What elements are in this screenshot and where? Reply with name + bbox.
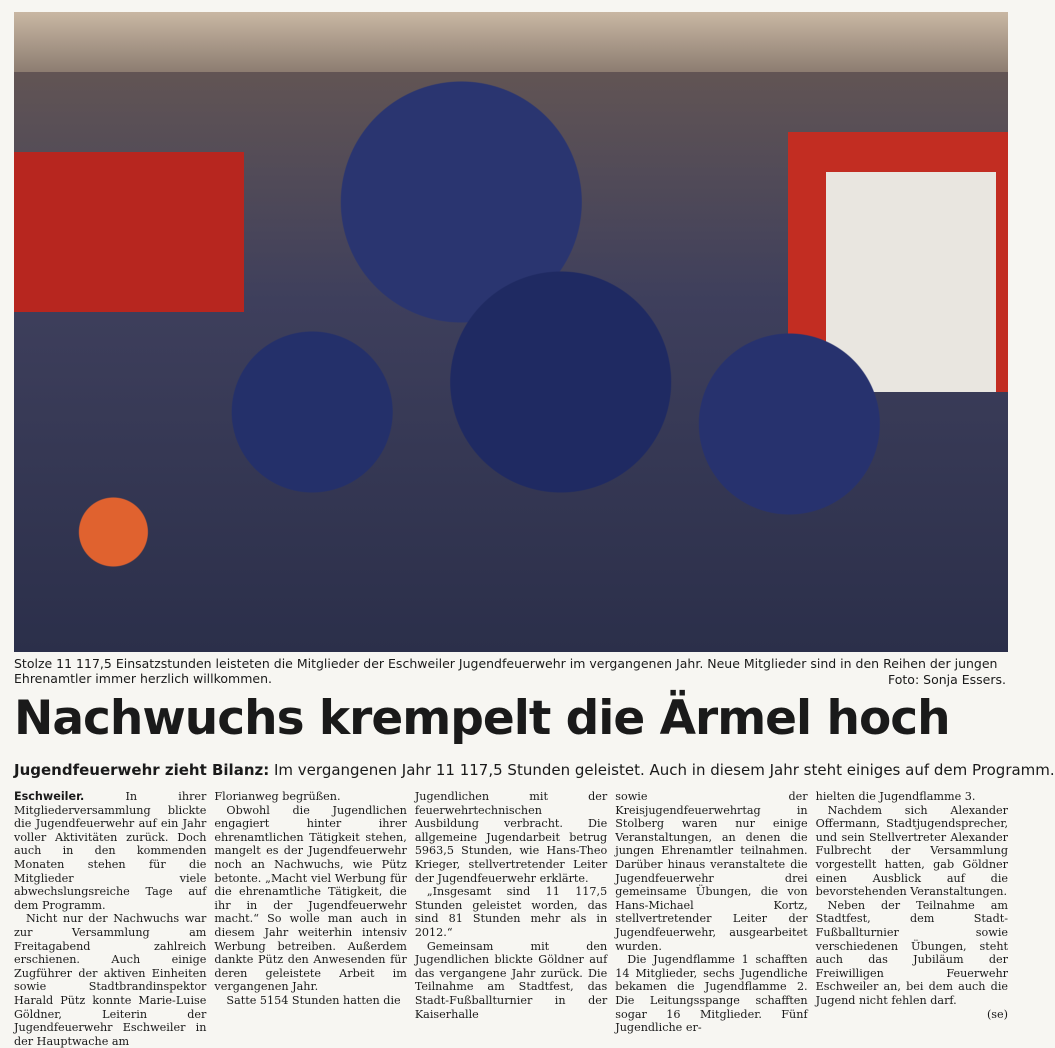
paragraph: hielten die Jugendflamme 3.	[815, 790, 976, 803]
photo-youth-group	[14, 52, 1008, 652]
article-column-4	[615, 790, 808, 1035]
paragraph: „Insgesamt sind 11 117,5 Stunden geleistet worden, das sind 81 Stunden mehr als in 2012.“	[414, 885, 608, 939]
subheadline-lead: Jugendfeuerwehr zieht Bilanz:	[14, 761, 270, 779]
subheadline-text: Im vergangenen Jahr 11 117,5 Stunden geleistet. Auch in diesem Jahr steht einiges auf dem Programm.	[269, 761, 1055, 779]
author-signature: (se)	[986, 1007, 1009, 1021]
paragraph: Neben der Teilnahme am Stadtfest, dem Stadt-Fußballturnier sowie verschiedenen Übungen, steht auch das Jubiläum der Freiwilligen Feuerwehr Eschweiler an, bei dem auch die Jugend nicht fehlen darf.	[815, 898, 1009, 1007]
paragraph: Satte 5154 Stunden hatten die	[226, 993, 401, 1007]
paragraph: Nicht nur der Nachwuchs war zur Versammlung am Freitagabend zahlreich erschienen. Auch einige Zugführer der aktiven Einheiten sowie Stadtbrandinspektor Harald Pütz konnte Marie-Luise Göldner, Leiterin der Jugendfeuerwehr Eschweiler in der Hauptwache am	[14, 912, 207, 1048]
photo-credit: Foto: Sonja Essers.	[888, 672, 1006, 687]
article-headline: Nachwuchs krempelt die Ärmel hoch	[14, 691, 950, 746]
article-column-5	[815, 790, 1009, 1021]
article-column-1	[14, 790, 207, 1048]
dateline: Eschweiler.	[14, 790, 85, 803]
article-column-3	[414, 790, 608, 1021]
paragraph-text: In ihrer Mitgliederversammlung blickte die Jugendfeuerwehr auf ein Jahr voller Aktivitäten zurück. Doch auch in den kommenden Monaten stehen für die Mitglieder viele abwechslungsreiche Tage auf dem Programm.	[14, 790, 207, 912]
paragraph: sowie der Kreisjugendfeuerwehrtag in Stolberg waren nur einige Veranstaltungen, an denen die jungen Ehrenamtler teilnahmen. Darüber hinaus veranstaltete die Jugendfeuerwehr drei gemeinsame Übungen, die von Hans-Michael Kortz, stellvertretender Leiter der Jugendfeuerwehr, ausgearbeitet wurden.	[615, 790, 808, 953]
group-photo	[14, 12, 1008, 652]
paragraph: Gemeinsam mit den Jugendlichen blickte Göldner auf das vergangene Jahr zurück. Die Teilnahme am Stadtfest, das Stadt-Fußballturnier in der Kaiserhalle	[414, 939, 608, 1021]
article-column-2	[214, 790, 407, 1007]
paragraph: Obwohl die Jugendlichen engagiert hinter ihrer ehrenamtlichen Tätigkeit stehen, mangelt es der Jugendfeuerwehr noch an Nachwuchs, wie Pütz betonte. „Macht viel Werbung für die ehrenamtliche Tätigkeit, die ihr in der Jugendfeuerwehr macht.“ So wolle man auch in diesem Jahr weiterhin intensiv Werbung betreiben. Außerdem dankte Pütz den Anwesenden für deren geleistete Arbeit im vergangenen Jahr.	[214, 803, 407, 994]
paragraph: Nachdem sich Alexander Offermann, Stadtjugendsprecher, und sein Stellvertreter Alexander Fulbrecht der Versammlung vorgestellt hatten, gab Göldner einen Ausblick auf die bevorstehenden Veranstaltungen.	[815, 803, 1009, 899]
article-body	[14, 790, 1009, 1048]
paragraph	[14, 790, 206, 912]
paragraph: Die Jugendflamme 1 schafften 14 Mitglieder, sechs Jugendliche bekamen die Jugendflamme 2. Die Leitungsspange schafften sogar 16 Mitglieder. Fünf Jugendliche er-	[615, 953, 808, 1035]
photo-caption: Stolze 11 117,5 Einsatzstunden leisteten die Mitglieder der Eschweiler Jugendfeuerwehr im vergangenen Jahr. Neue Mitglieder sind in den Reihen der jungen Ehrenamtler immer herzlich willkommen.	[14, 656, 998, 686]
article-subheadline	[14, 760, 1055, 780]
paragraph: Florianweg begrüßen.	[214, 790, 341, 803]
paragraph: Jugendlichen mit der feuerwehrtechnischen Ausbildung verbracht. Die allgemeine Jugendarbeit betrug 5963,5 Stunden, wie Hans-Theo Krieger, stellvertretender Leiter der Jugendfeuerwehr erklärte.	[414, 790, 608, 885]
